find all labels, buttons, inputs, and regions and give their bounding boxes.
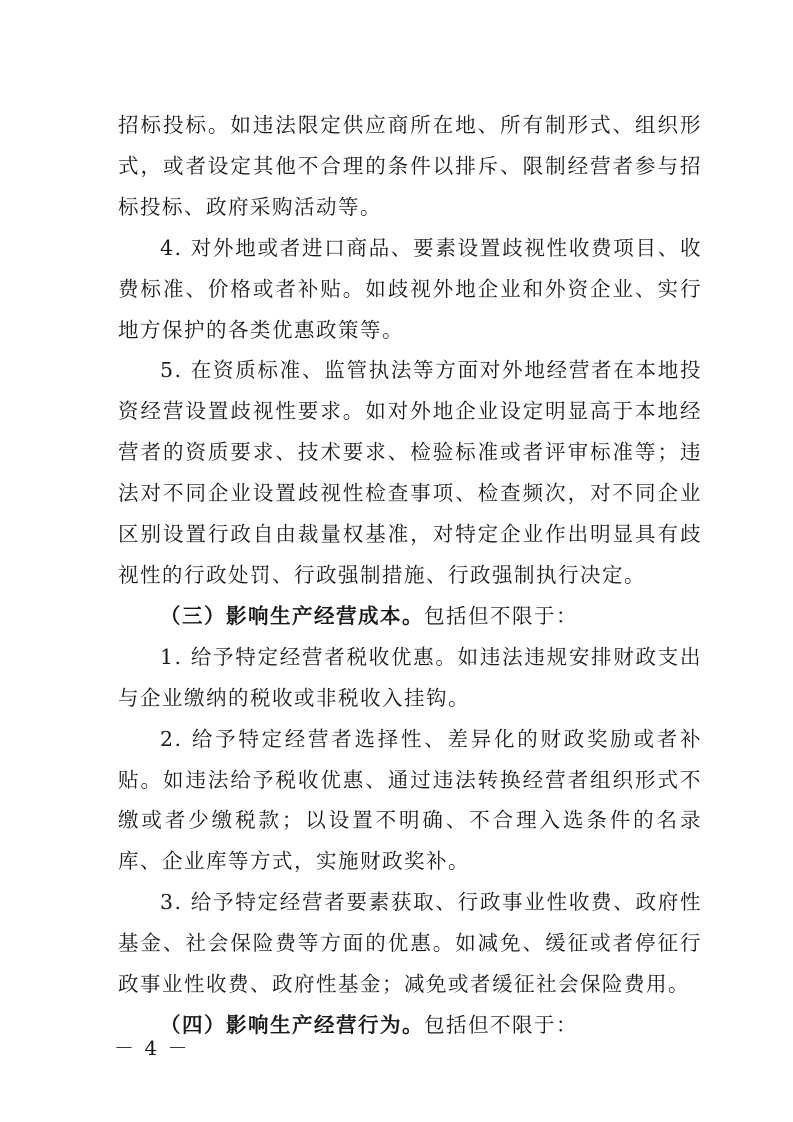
section-heading-4 [118, 1005, 702, 1046]
paragraph-item-4 [118, 228, 702, 351]
paragraph-text: 4. 对外地或者进口商品、要素设置歧视性收费项目、收费标准、价格或者补贴。如歧视外地企业和外资企业、实行地方保护的各类优惠政策等。 [118, 235, 702, 342]
paragraph-item-1 [118, 637, 702, 719]
paragraph-text: 2. 给予特定经营者选择性、差异化的财政奖励或者补贴。如违法给予税收优惠、通过违法转换经营者组织形式不缴或者少缴税款；以设置不明确、不合理入选条件的名录库、企业库等方式，实施财政奖补。 [118, 726, 702, 874]
paragraph-text: 包括但不限于： [424, 1012, 578, 1037]
paragraph-text: 5. 在资质标准、监管执法等方面对外地经营者在本地投资经营设置歧视性要求。如对外地企业设定明显高于本地经营者的资质要求、技术要求、检验标准或者评审标准等；违法对不同企业设置歧视性检查事项、检查频次，对不同企业区别设置行政自由裁量权基准，对特定企业作出明显具有歧视性的行政处罚、行政强制措施、行政强制执行决定。 [118, 358, 702, 587]
section-heading-text: （三）影响生产经营成本。 [160, 603, 424, 628]
paragraph-item-3 [118, 882, 702, 1005]
section-heading-text: （四）影响生产经营行为。 [160, 1012, 424, 1037]
paragraph-continuation [118, 105, 702, 228]
section-heading-3 [118, 596, 702, 637]
paragraph-text: 1. 给予特定经营者税收优惠。如违法违规安排财政支出与企业缴纳的税收或非税收入挂钩。 [118, 644, 702, 710]
paragraph-text: 包括但不限于： [424, 603, 578, 628]
paragraph-item-5 [118, 350, 702, 595]
paragraph-text: 招标投标。如违法限定供应商所在地、所有制形式、组织形式，或者设定其他不合理的条件以排斥、限制经营者参与招标投标、政府采购活动等。 [118, 113, 702, 219]
document-body [118, 105, 702, 1046]
page-number: － 4 － [114, 1036, 190, 1060]
paragraph-text: 3. 给予特定经营者要素获取、行政事业性收费、政府性基金、社会保险费等方面的优惠。如减免、缓征或者停征行政事业性收费、政府性基金；减免或者缓征社会保险费用。 [118, 890, 702, 997]
paragraph-item-2 [118, 719, 702, 883]
